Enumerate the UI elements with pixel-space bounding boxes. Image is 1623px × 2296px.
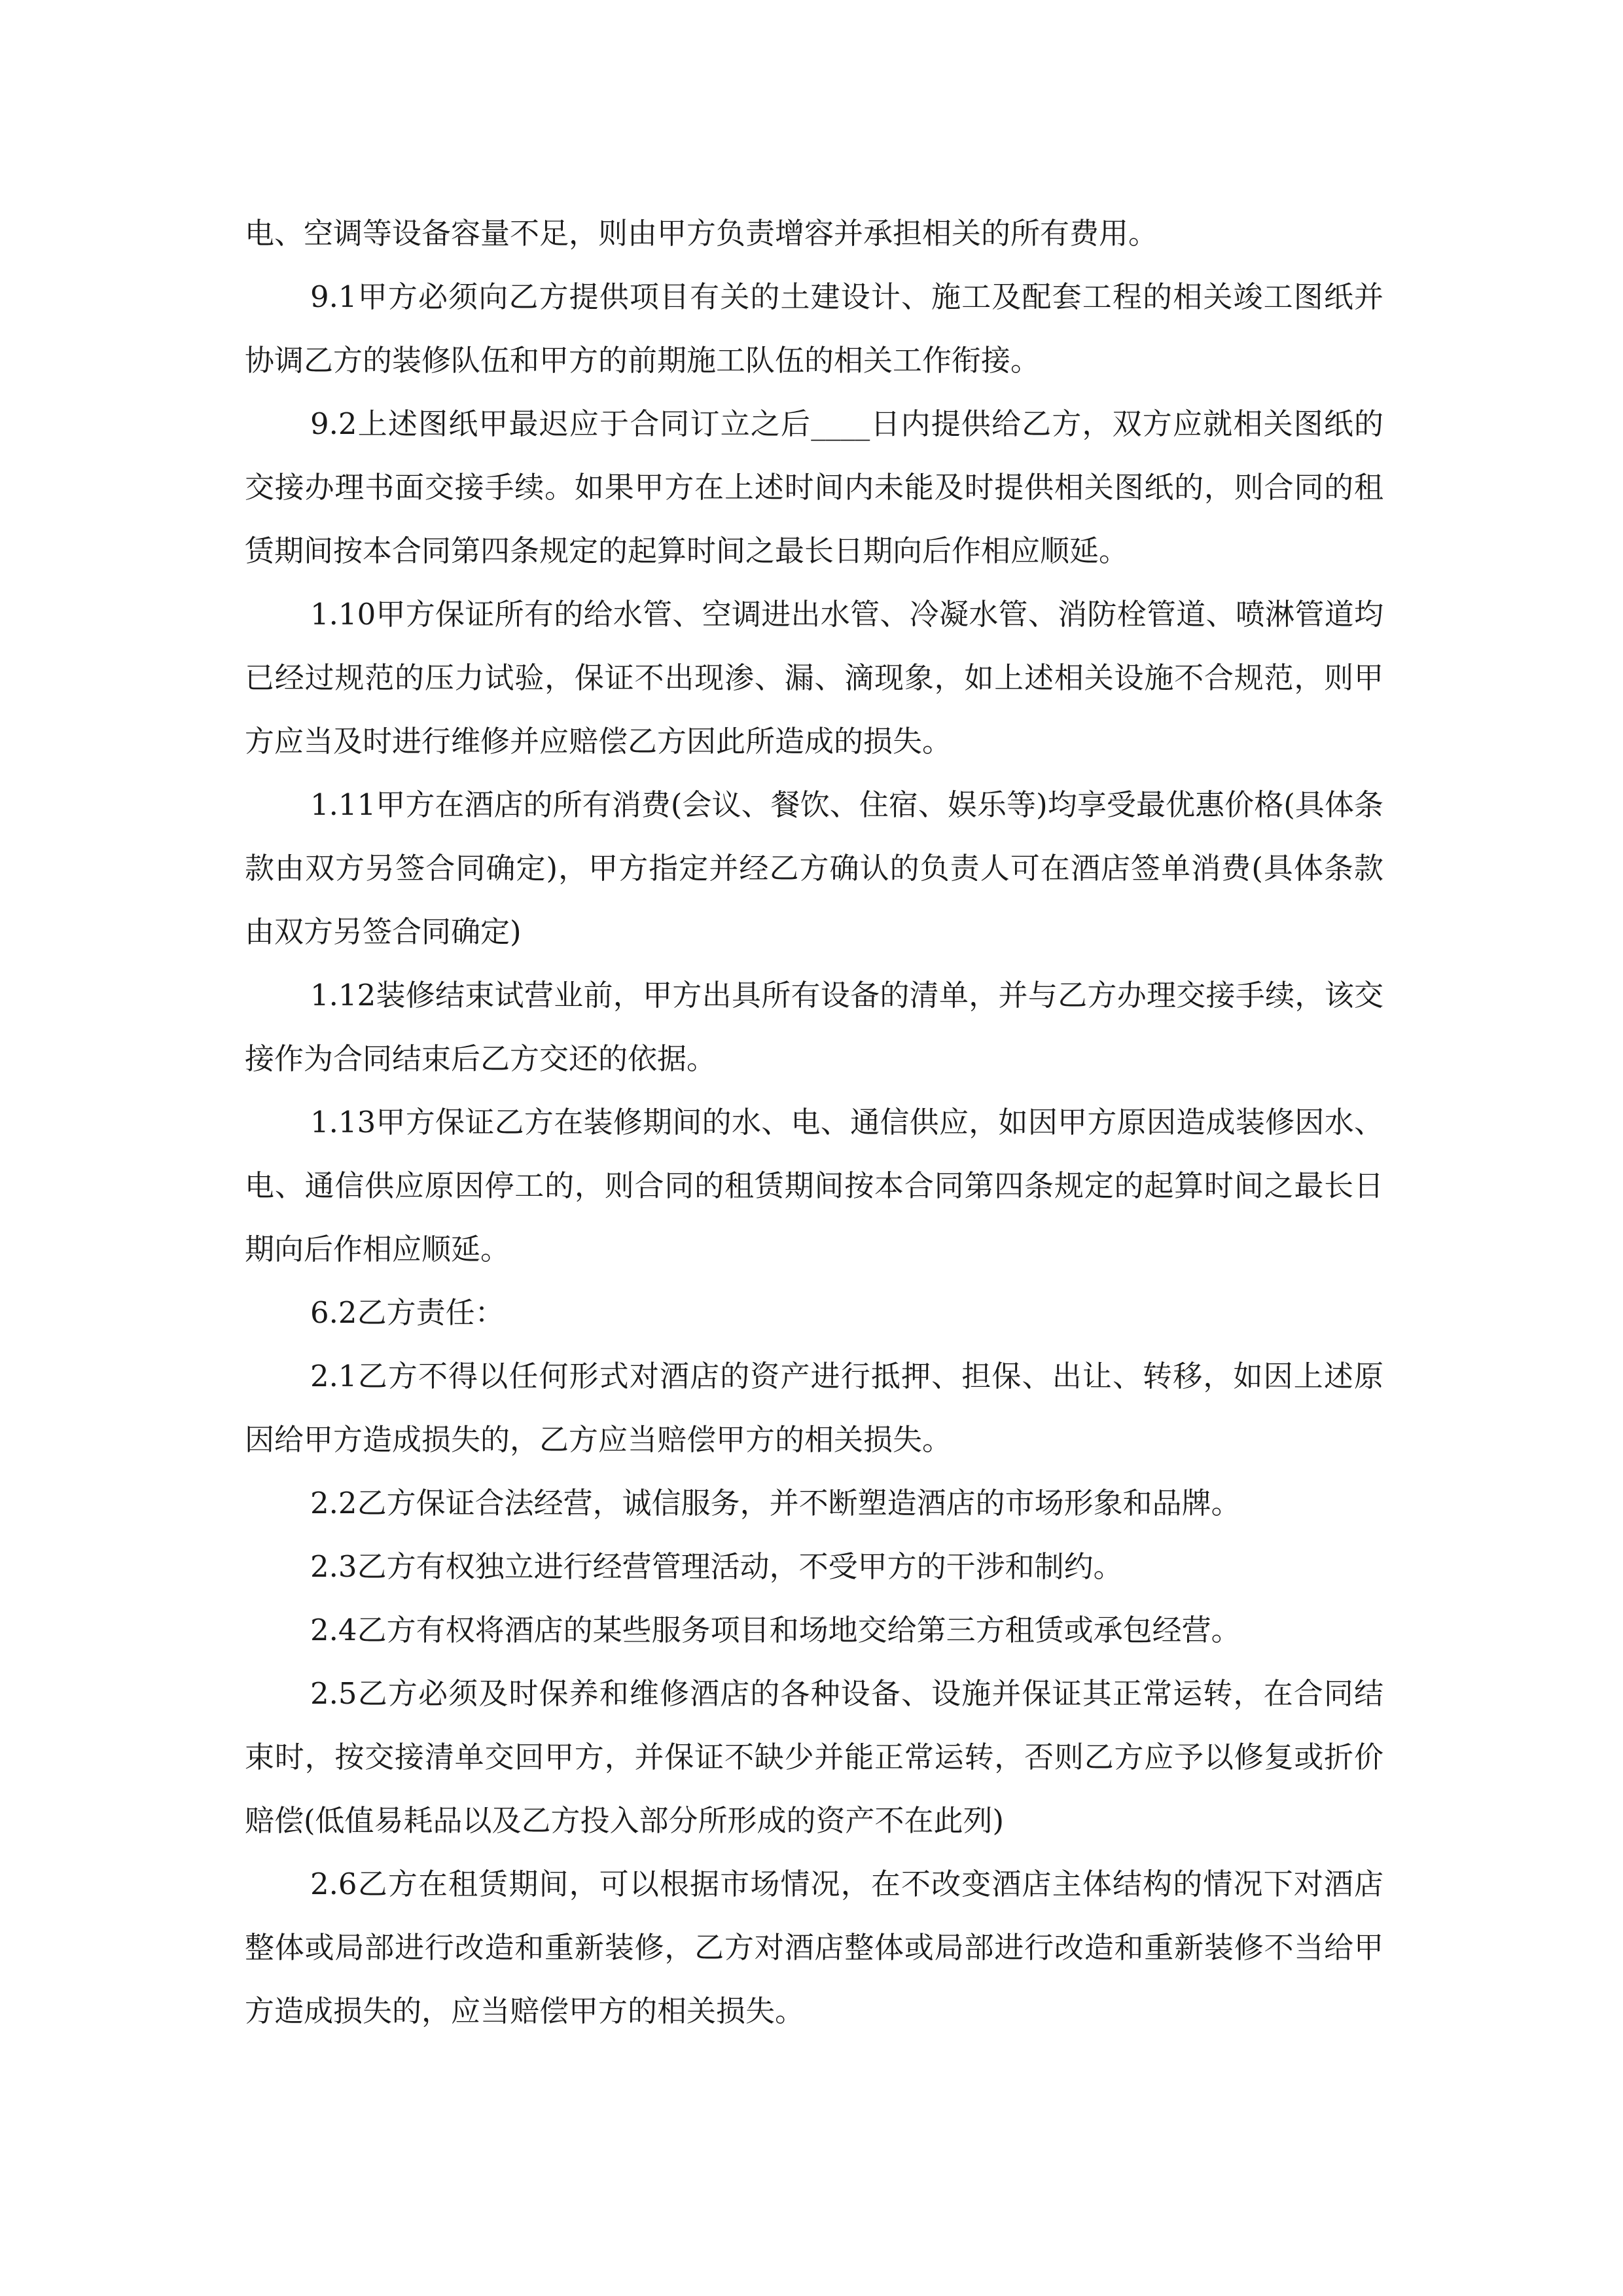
paragraph-1-11: 1.11甲方在酒店的所有消费(会议、餐饮、住宿、娱乐等)均享受最优惠价格(具体条款由双方另签合同确定)，甲方指定并经乙方确认的负责人可在酒店签单消费(具体条款由双方另签合同确定): [245, 787, 1383, 949]
paragraph-2-5: 2.5乙方必须及时保养和维修酒店的各种设备、设施并保证其正常运转，在合同结束时，按交接清单交回甲方，并保证不缺少并能正常运转，否则乙方应予以修复或折价赔偿(低值易耗品以及乙方投入部分所形成的资产不在此列): [245, 1676, 1383, 1838]
document-body: [245, 202, 1383, 2043]
paragraph-1-13: 1.13甲方保证乙方在装修期间的水、电、通信供应，如因甲方原因造成装修因水、电、通信供应原因停工的，则合同的租赁期间按本合同第四条规定的起算时间之最长日期向后作相应顺延。: [245, 1105, 1383, 1266]
section-heading-6-2: 6.2乙方责任：: [310, 1295, 505, 1330]
paragraph-2-6: 2.6乙方在租赁期间，可以根据市场情况，在不改变酒店主体结构的情况下对酒店整体或局部进行改造和重新装修，乙方对酒店整体或局部进行改造和重新装修不当给甲方造成损失的，应当赔偿甲方的相关损失。: [245, 1867, 1383, 2028]
paragraph-2-2: 2.2乙方保证合法经营，诚信服务，并不断塑造酒店的市场形象和品牌。: [310, 1486, 1241, 1520]
paragraph-2-1: 2.1乙方不得以任何形式对酒店的资产进行抵押、担保、出让、转移，如因上述原因给甲方造成损失的，乙方应当赔偿甲方的相关损失。: [245, 1359, 1383, 1457]
paragraph-2-3: 2.3乙方有权独立进行经营管理活动，不受甲方的干涉和制约。: [310, 1549, 1123, 1584]
paragraph-9-1: 9.1甲方必须向乙方提供项目有关的土建设计、施工及配套工程的相关竣工图纸并协调乙方的装修队伍和甲方的前期施工队伍的相关工作衔接。: [245, 279, 1383, 378]
paragraph-9-2: 9.2上述图纸甲最迟应于合同订立之后____日内提供给乙方，双方应就相关图纸的交接办理书面交接手续。如果甲方在上述时间内未能及时提供相关图纸的，则合同的租赁期间按本合同第四条规定的起算时间之最长日期向后作相应顺延。: [245, 406, 1383, 568]
paragraph-1-12: 1.12装修结束试营业前，甲方出具所有设备的清单，并与乙方办理交接手续，该交接作为合同结束后乙方交还的依据。: [245, 978, 1383, 1076]
paragraph-continuation: 电、空调等设备容量不足，则由甲方负责增容并承担相关的所有费用。: [245, 216, 1158, 251]
paragraph-2-4: 2.4乙方有权将酒店的某些服务项目和场地交给第三方租赁或承包经营。: [310, 1613, 1241, 1647]
paragraph-1-10: 1.10甲方保证所有的给水管、空调进出水管、冷凝水管、消防栓管道、喷淋管道均已经过规范的压力试验，保证不出现渗、漏、滴现象，如上述相关设施不合规范，则甲方应当及时进行维修并应赔偿乙方因此所造成的损失。: [245, 597, 1383, 759]
